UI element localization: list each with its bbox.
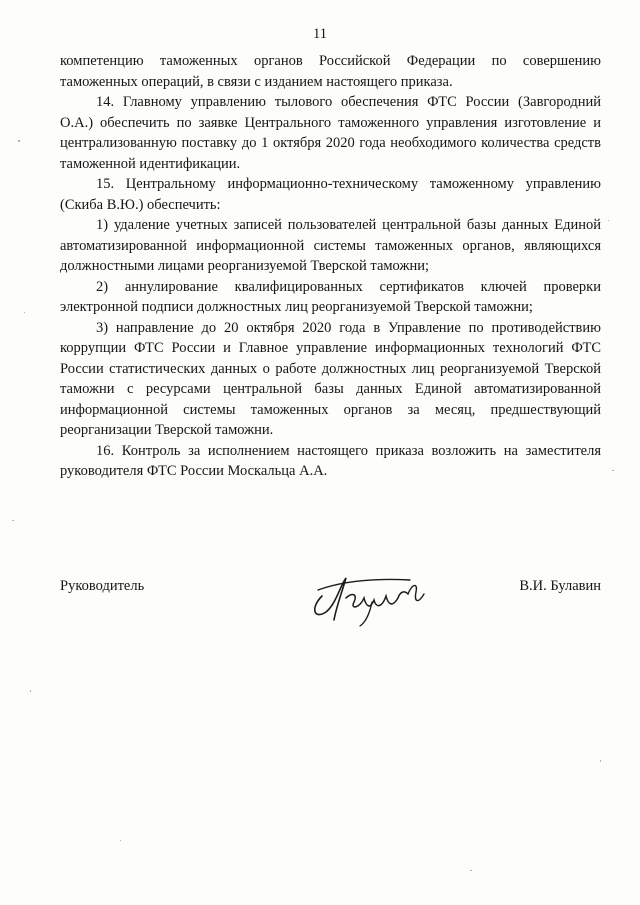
paragraph-14: 14. Главному управлению тылового обеспечения ФТС России (Завгородний О.А.) обеспечить по заявке Центрального таможенного управления изготовление и централизованную поставку до 1 октября 2020 года необходимого количества средств таможенной идентификации.: [60, 94, 601, 172]
scan-speck: [120, 840, 121, 841]
scan-speck: [600, 760, 601, 762]
signatory-name: В.И. Булавин: [519, 578, 601, 594]
scan-speck: [30, 690, 31, 692]
paragraph-15-item-1: 1) удаление учетных записей пользователей центральной базы данных Единой автоматизированной информационной системы таможенных органов, являющихся должностными лицами реорганизуемой Тверской таможни;: [60, 217, 601, 274]
signatory-position: Руководитель: [60, 578, 145, 594]
signature-block: [60, 568, 601, 628]
paragraph-15-item-3: 3) направление до 20 октября 2020 года в Управление по противодействию коррупции ФТС России и Главное управление информационных технологий ФТС России статистических данных о работе должностных лиц реорганизуемой Тверской таможни с ресурсами центральной базы данных Единой автоматизированной информационной системы таможенных органов за месяц, предшествующий реорганизации Тверской таможни.: [60, 319, 601, 438]
paragraph-16: 16. Контроль за исполнением настоящего приказа возложить на заместителя руководителя ФТС России Москальца А.А.: [60, 442, 601, 479]
scan-speck: [24, 312, 25, 313]
handwritten-signature: [300, 568, 460, 628]
scan-speck: [470, 870, 472, 871]
scan-speck: [612, 470, 614, 471]
scan-speck: [12, 520, 14, 521]
paragraph-continuation: компетенцию таможенных органов Российской Федерации по совершению таможенных операций, в связи с изданием настоящего приказа.: [60, 53, 601, 90]
paragraph-15-item-2: 2) аннулирование квалифицированных сертификатов ключей проверки электронной подписи должностных лиц реорганизуемой Тверской таможни;: [60, 278, 601, 315]
page-number: 11: [313, 26, 327, 42]
paragraph-15: 15. Центральному информационно-техническому таможенному управлению (Скиба В.Ю.) обеспечить:: [60, 176, 601, 213]
scan-speck: [608, 220, 609, 221]
scan-speck: [18, 140, 20, 142]
order-text: [60, 51, 601, 482]
